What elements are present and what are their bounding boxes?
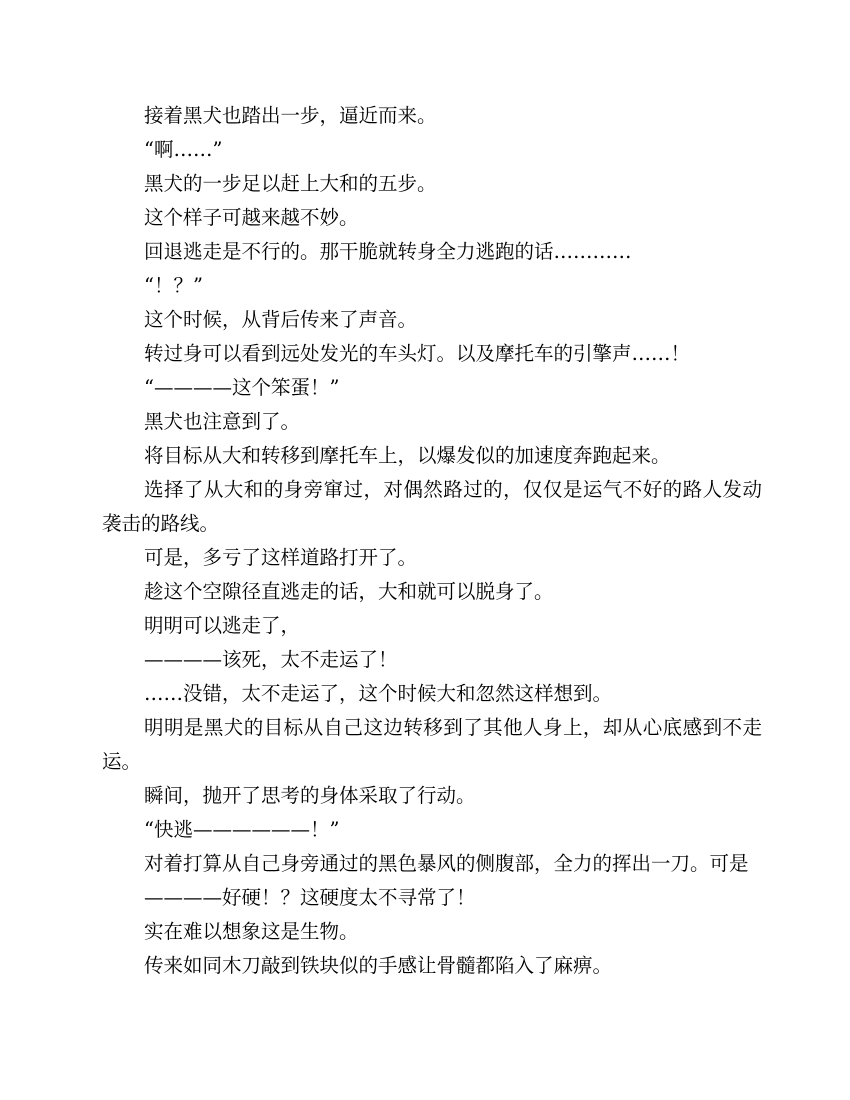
paragraph: “————这个笨蛋！”	[144, 376, 340, 399]
paragraph: 实在难以想象这是生物。	[144, 920, 359, 943]
paragraph: 这个样子可越来越不妙。	[144, 206, 359, 229]
novel-text-body	[102, 99, 762, 983]
paragraph: 对着打算从自己身旁通过的黑色暴风的侧腹部，全力的挥出一刀。可是	[144, 852, 749, 875]
paragraph: “啊……”	[144, 138, 223, 161]
paragraph: ————该死，太不走运了！	[144, 648, 398, 671]
paragraph: 明明是黑犬的目标从自己这边转移到了其他人身上，却从心底感到不走运。	[102, 716, 762, 773]
paragraph: ————好硬！？这硬度太不寻常了！	[144, 886, 476, 909]
paragraph: 瞬间，抛开了思考的身体采取了行动。	[144, 784, 476, 807]
paragraph: 回退逃走是不行的。那干脆就转身全力逃跑的话…………	[144, 240, 632, 263]
paragraph: 可是，多亏了这样道路打开了。	[144, 546, 418, 569]
paragraph: 选择了从大和的身旁窜过，对偶然路过的，仅仅是运气不好的路人发动袭击的路线。	[102, 478, 762, 535]
paragraph: 这个时候，从背后传来了声音。	[144, 308, 418, 331]
paragraph: 接着黑犬也踏出一步，逼近而来。	[144, 104, 437, 127]
paragraph: 趁这个空隙径直逃走的话，大和就可以脱身了。	[144, 580, 554, 603]
paragraph: “快逃——————！”	[144, 818, 340, 841]
paragraph: ……没错，太不走运了，这个时候大和忽然这样想到。	[144, 682, 613, 705]
paragraph: 传来如同木刀敲到铁块似的手感让骨髓都陷入了麻痹。	[144, 954, 613, 977]
paragraph: 黑犬的一步足以赶上大和的五步。	[144, 172, 437, 195]
paragraph: “！？”	[144, 274, 203, 297]
paragraph: 将目标从大和转移到摩托车上，以爆发似的加速度奔跑起来。	[144, 444, 671, 467]
paragraph: 转过身可以看到远处发光的车头灯。以及摩托车的引擎声……！	[144, 342, 691, 365]
paragraph: 黑犬也注意到了。	[144, 410, 301, 433]
paragraph: 明明可以逃走了，	[144, 614, 301, 637]
